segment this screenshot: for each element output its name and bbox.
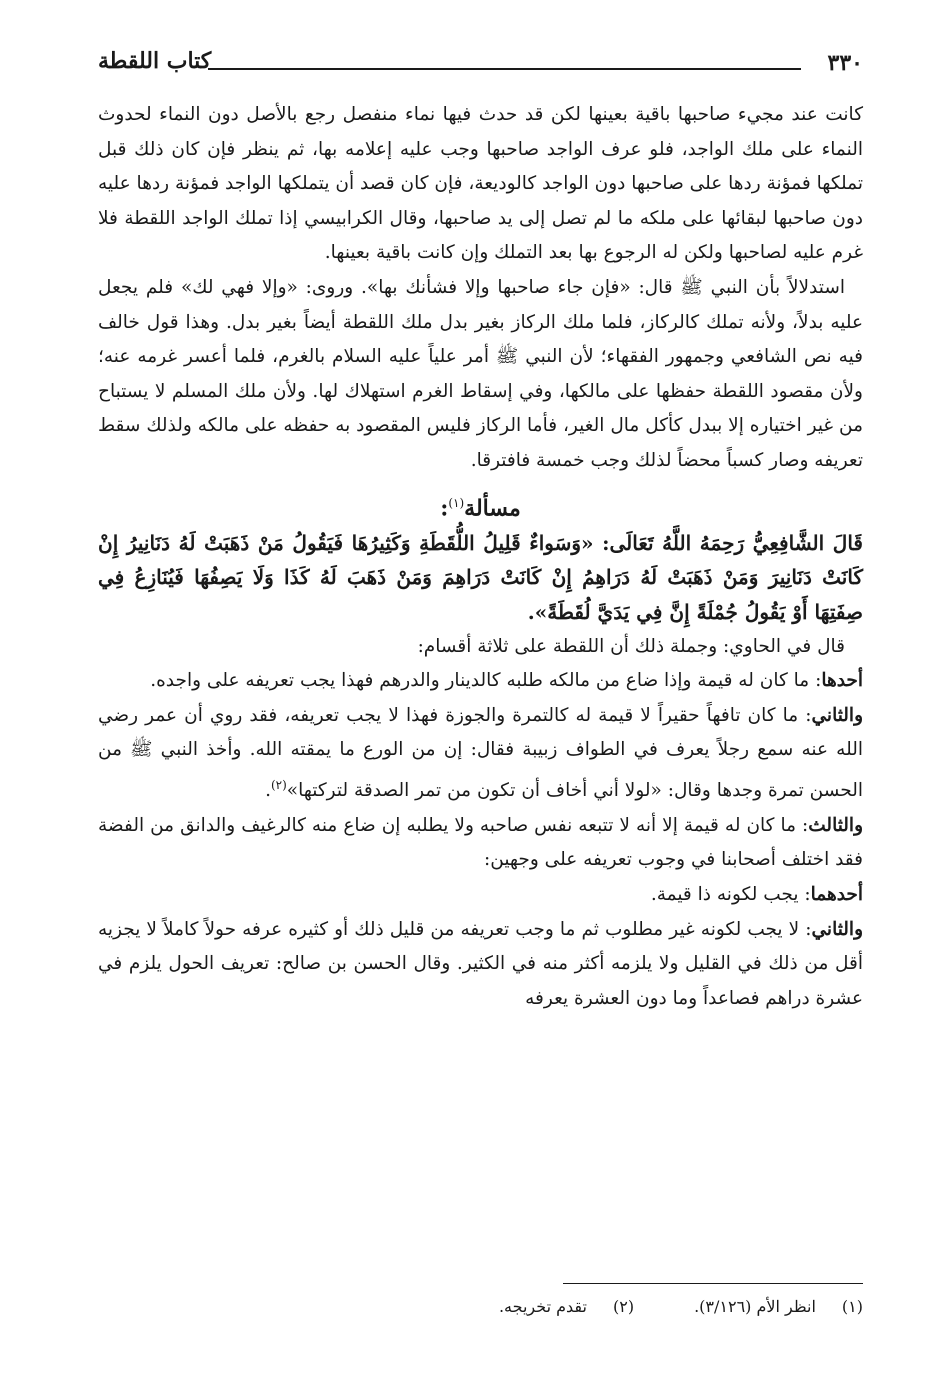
lead-word: والثاني <box>811 918 863 940</box>
paragraph-1: كانت عند مجيء صاحبها باقية بعينها لكن قد حدث فيها نماء منفصل رجع بالأصل دون النماء لحدوث النماء على ملك الواجد، فلو عرف الواجد صاحبها وجب عليه إعلامه بها، ثم ينظر فإن كان ذلك قبل تملكها فمؤنة ردها على صاحبها دون الواجد كالوديعة، فإن كان قصد أن يتملكها الواجد فمؤنة ردها عليه دون صاحبها لبقائها على ملكه ما لم تصل إلى يد صاحبها، وقال الكرابيسي إذا تملك الواجد اللقطة فلا غرم عليه لصاحبها ولكن له الرجوع بها بعد التملك وإن كانت باقية بعينها. <box>98 104 863 264</box>
paragraph-text: : ما كان تافهاً حقيراً لا قيمة له كالتمرة والجوزة فهذا لا يجب تعريفه، فقد روي أن عمر رضي الله عنه سمع رجلاً يعرف في الطواف زبيبة فقال: إن من الورع ما يمقته الله. وأخذ النبي ﷺ من الحسن تمرة وجدها وقال: «لولا أني أخاف أن تكون من تمر الصدقة لتركتها» <box>98 704 863 802</box>
footnote-number: (٢) <box>612 1297 635 1316</box>
paragraph-text: : لا يجب لكونه غير مطلوب ثم ما وجب تعريفه من قليل ذلك أو كثيره عرفه حولاً كاملاً لا يجزيه أقل من ذلك في القليل ولا يلزمه أكثر منه في الكثير. وقال الحسن بن صالح: تعريف الحول يلزم في عشرة دراهم فصاعداً وما دون العشرة يعرفه <box>98 918 863 1009</box>
footnote-rule <box>563 1283 863 1284</box>
heading-footnote-marker: (١) <box>448 495 465 510</box>
paragraph-2: استدلالاً بأن النبي ﷺ قال: «فإن جاء صاحبها وإلا فشأنك بها». وروى: «وإلا فهي لك» فلم يجعل عليه بدلاً، ولأنه تملك كالركاز، فلما ملك الركاز بغير بدل ملك اللقطة أيضاً بغير بدل. وهذا قول خالف فيه نص الشافعي وجمهور الفقهاء؛ لأن النبي ﷺ أمر علياً عليه السلام بالغرم، فلما أعسر غرمه عنه؛ ولأن مقصود اللقطة حفظها على مالكها، وفي إسقاط الغرم استهلاك لها. ولأن ملك المسلم لا يستباح من غير اختياره إلا ببدل كأكل مال الغير، فأما الركاز فليس المقصود به حفظه على مالكه ولذلك سقط تعريفه وصار كسباً محضاً لذلك وجب خمسة فافترقا. <box>98 276 863 471</box>
lead-word: والثالث <box>808 814 863 836</box>
heading-text: مسألة <box>464 494 521 521</box>
lead-word: أحدهما <box>810 883 863 905</box>
shafii-quote: قَالَ الشَّافِعِيُّ رَحِمَهُ اللَّهُ تَعَالَى: «وَسَواءٌ قَلِيلُ اللُّقَطَةِ وَكَثِيرُهَا فَيَقُولُ مَنْ ذَهَبَتْ لَهُ دَنَانِيرُ إِنْ كَانَتْ دَنَانِيرَ وَمَنْ ذَهَبَتْ لَهُ دَرَاهِمُ إِنْ كَانَتْ دَرَاهِمَ وَمَنْ ذَهَبَ لَهُ كَذَا وَلَا يَصِفُهَا فَيُنَازِعُ فِي صِفَتِهَا أَوْ يَقُولُ جُمْلَةً إِنَّ فِي يَدَيَّ لُقَطَةً». <box>98 530 863 625</box>
footnote-1 <box>694 1297 863 1316</box>
page-number: ٣٣٠ <box>827 50 863 76</box>
footnote-marker-2: (٢) <box>270 778 287 793</box>
book-title: كتاب اللقطة <box>98 48 212 74</box>
lead-word: أحدها <box>821 670 863 692</box>
footnote-2 <box>499 1297 634 1316</box>
lead-word: والثاني <box>811 704 863 726</box>
footnotes <box>98 1297 863 1316</box>
paragraph-text: : ما كان له قيمة وإذا ضاع من مالكه طلبه كالدينار والدرهم فهذا يجب تعريفه على واجده. <box>150 670 822 692</box>
footnote-number: (١) <box>841 1297 863 1316</box>
paragraph-text: : يجب لكونه ذا قيمة. <box>650 883 811 905</box>
heading-colon: : <box>440 494 449 521</box>
paragraph-3: قال في الحاوي: وجملة ذلك أن اللقطة على ثلاثة أقسام: <box>417 635 845 657</box>
paragraph-end: . <box>265 780 271 802</box>
paragraph-text: : ما كان له قيمة إلا أنه لا تتبعه نفس صاحبه ولا يطلبه إن ضاع منه كالرغيف والدانق من الفضة فقد اختلف أصحابنا في وجوب تعريفه على وجهين: <box>98 814 863 871</box>
footnote-area <box>98 0 863 1375</box>
footnote-text: انظر الأم (٣/١٢٦). <box>694 1297 816 1316</box>
footnote-text: تقدم تخريجه. <box>498 1297 587 1316</box>
